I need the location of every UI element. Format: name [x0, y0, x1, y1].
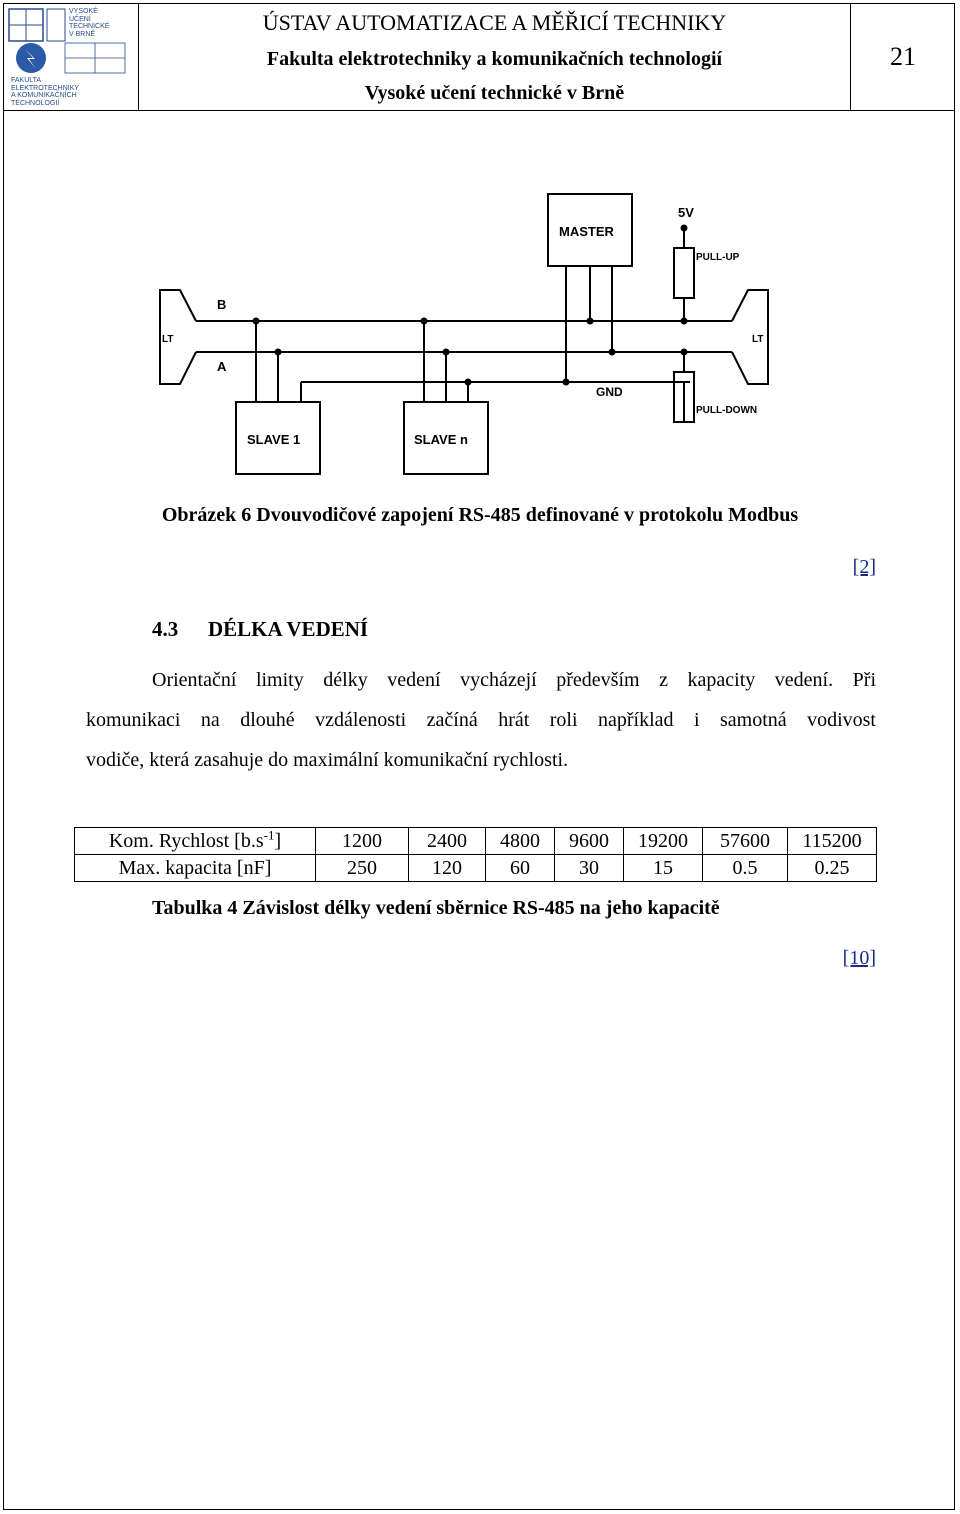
logo-text-line: UČENÍ	[69, 15, 91, 23]
table-cell: 4800	[486, 828, 555, 855]
logo-text-line: A KOMUNIKAČNÍCH	[11, 92, 77, 99]
lt-right-label: LT	[752, 334, 764, 345]
table-header-cell: Max. kapacita [nF]	[75, 855, 316, 882]
table-cell: 19200	[624, 828, 703, 855]
paragraph-line: komunikaci na dlouhé vzdálenosti začíná hrát roli například i samotná vodivost	[86, 709, 876, 731]
bus-b-label: B	[217, 297, 227, 312]
rs485-wiring-diagram	[0, 0, 960, 500]
table-cell: 15	[624, 855, 703, 882]
logo-text-line: TECHNOLOGIÍ	[11, 99, 60, 107]
supply-5v-label: 5V	[678, 205, 694, 220]
paragraph-line: vodiče, která zasahuje do maximální komunikační rychlosti.	[86, 749, 569, 771]
logo-text-line: VYSOKÉ	[69, 8, 98, 15]
master-label: MASTER	[559, 224, 614, 239]
table-cell: 1200	[316, 828, 409, 855]
section-number: 4.3	[152, 617, 179, 641]
table-cell: 115200	[788, 828, 877, 855]
logo-text-line: ELEKTROTECHNIKY	[11, 84, 80, 92]
capacity-table	[74, 827, 877, 882]
table-reference-link[interactable]: [10]	[842, 947, 876, 969]
pull-up-label: PULL-UP	[696, 252, 740, 263]
paragraph-line: Orientační limity délky vedení vycházejí především z kapacity vedení. Při	[152, 669, 876, 691]
table-cell: 0.5	[703, 855, 788, 882]
logo-text-line: FAKULTA	[11, 77, 42, 84]
table-header-cell	[75, 828, 316, 855]
section-heading	[152, 617, 368, 642]
university-name: Vysoké učení technické v Brně	[364, 82, 625, 104]
table-cell: 60	[486, 855, 555, 882]
table-cell: 250	[316, 855, 409, 882]
logo-text-line: V BRNĚ	[69, 30, 96, 38]
table-cell: 9600	[555, 828, 624, 855]
figure-reference-link[interactable]: [2]	[852, 556, 876, 578]
table-row	[75, 855, 877, 882]
gnd-label: GND	[596, 385, 623, 399]
body-paragraph	[86, 660, 876, 780]
pull-down-label: PULL-DOWN	[696, 405, 758, 416]
row-label-suffix: ]	[274, 829, 282, 852]
pull-up-resistor	[674, 248, 694, 298]
row-label-sup: -1	[263, 826, 275, 842]
table-cell: 2400	[409, 828, 486, 855]
table-caption: Tabulka 4 Závislost délky vedení sběrnice RS-485 na jeho kapacitě	[152, 897, 720, 919]
page-number: 21	[850, 3, 955, 110]
logo-text-line: TECHNICKÉ	[69, 23, 110, 30]
lt-left-label: LT	[162, 334, 174, 345]
table-cell: 120	[409, 855, 486, 882]
figure-caption: Obrázek 6 Dvouvodičové zapojení RS-485 definované v protokolu Modbus	[161, 504, 799, 526]
institute-name: ÚSTAV AUTOMATIZACE A MĚŘICÍ TECHNIKY	[262, 10, 727, 35]
table-row	[75, 828, 877, 855]
table-cell: 30	[555, 855, 624, 882]
slave-n-label: SLAVE n	[414, 432, 468, 447]
row-label-text: Kom. Rychlost [b.s	[108, 829, 264, 852]
section-title: DÉLKA VEDENÍ	[208, 617, 369, 641]
bus-a-label: A	[217, 359, 227, 374]
table-cell: 57600	[703, 828, 788, 855]
table-cell: 0.25	[788, 855, 877, 882]
faculty-name: Fakulta elektrotechniky a komunikačních technologií	[266, 48, 723, 70]
slave1-label: SLAVE 1	[247, 432, 301, 447]
